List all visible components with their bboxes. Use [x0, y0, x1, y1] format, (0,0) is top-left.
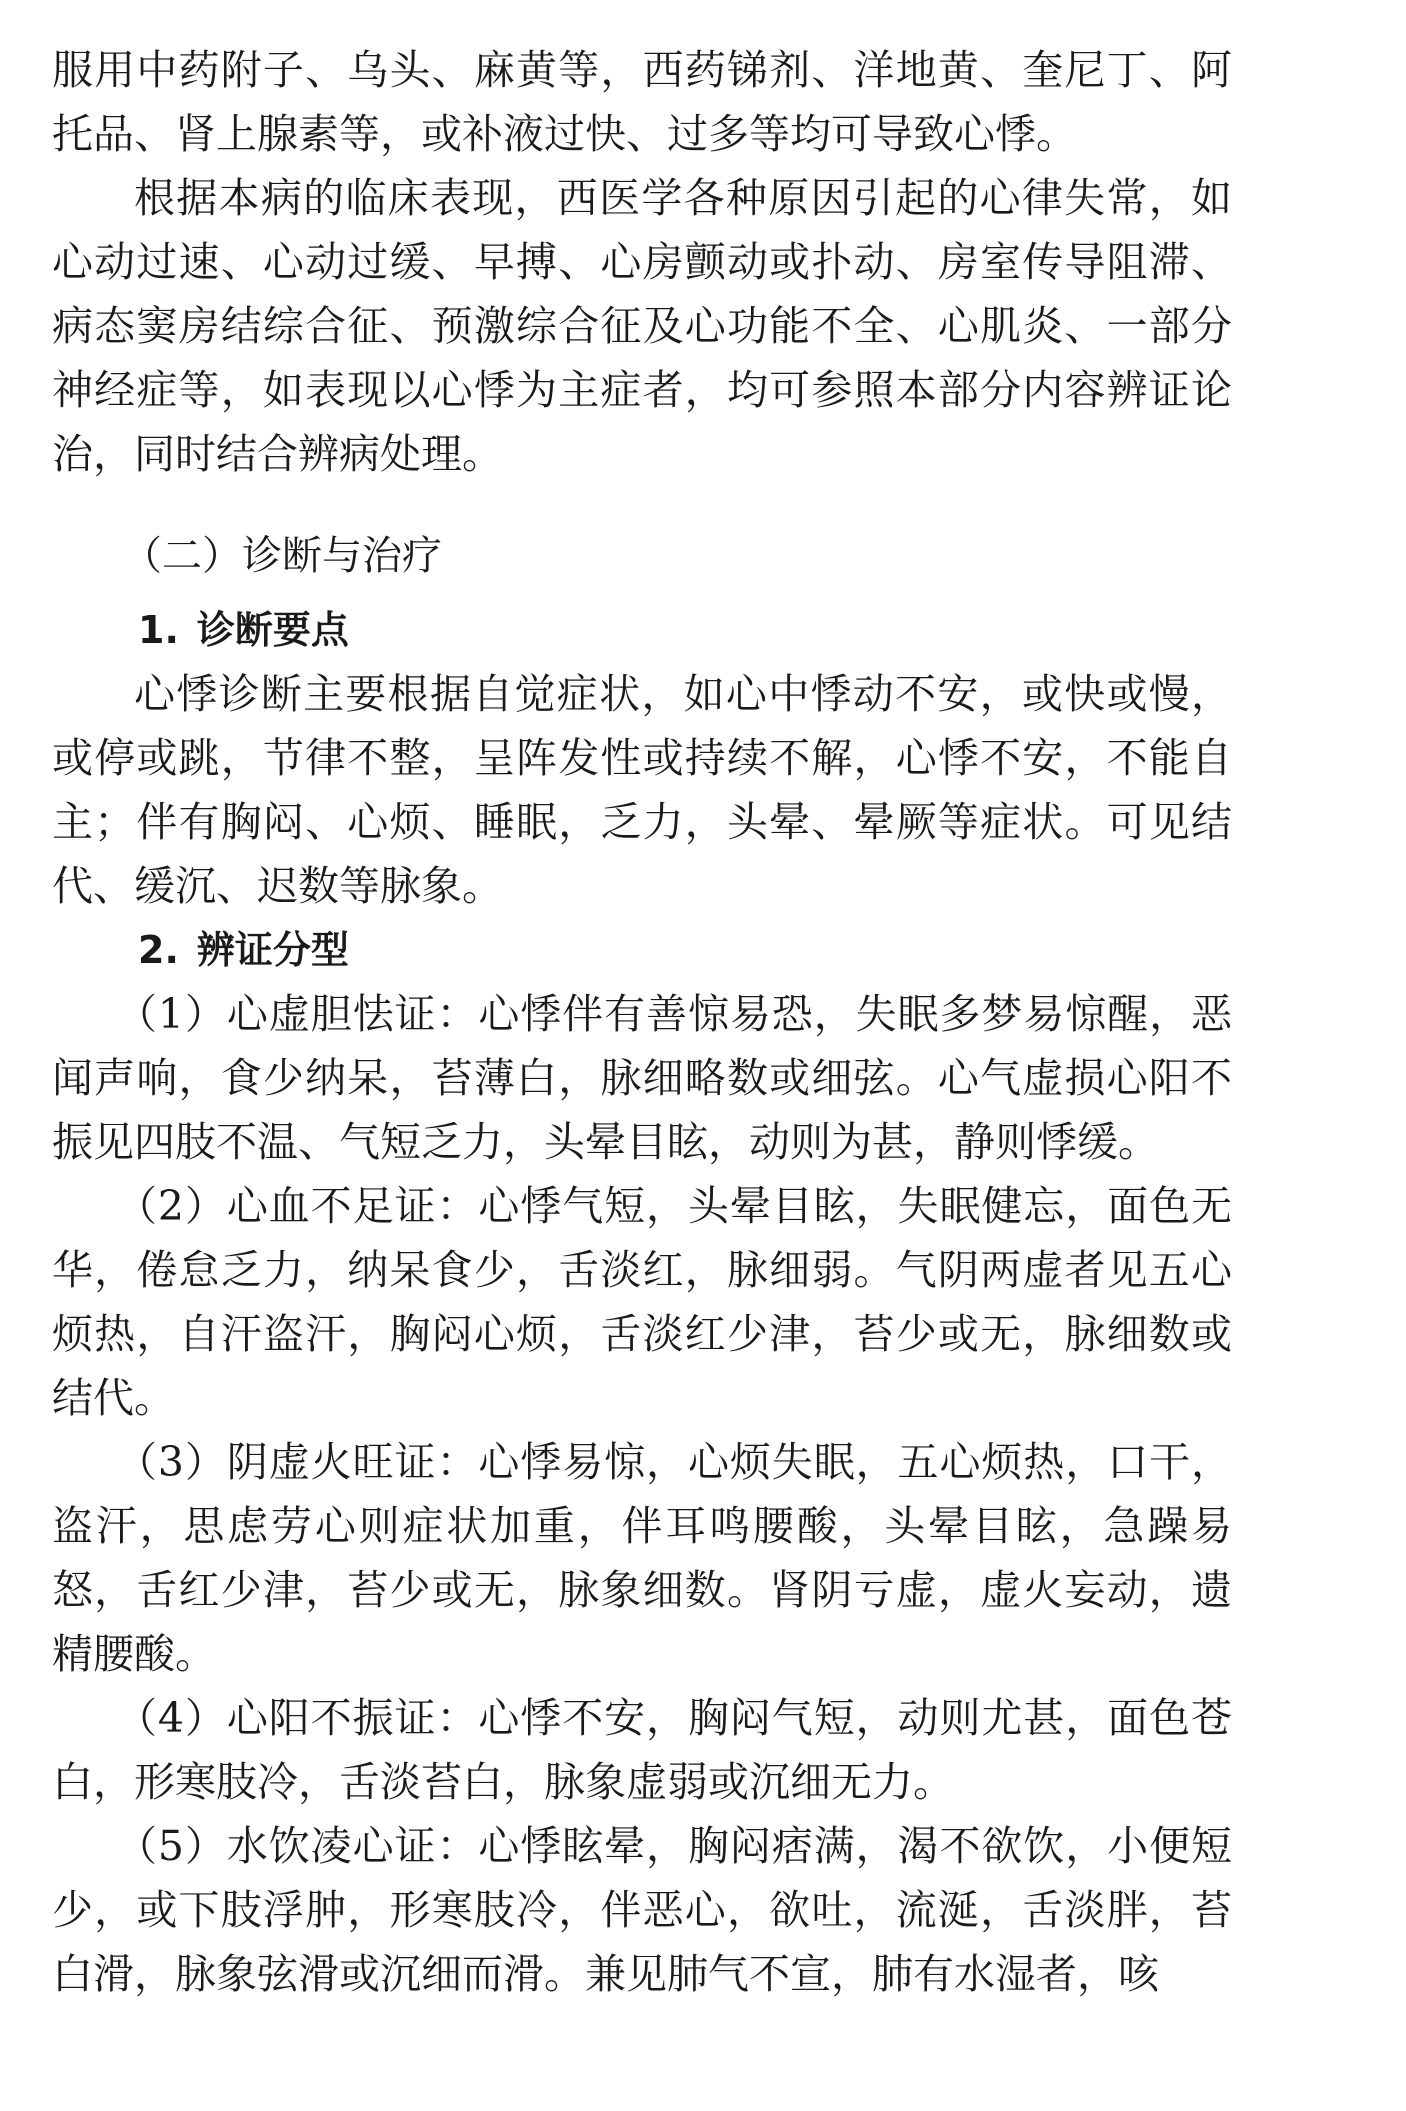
subheading-title: 诊断要点 — [196, 608, 349, 652]
document-body — [52, 38, 1232, 2006]
syndrome-item-4: （4）心阳不振证：心悸不安，胸闷气短，动则尤甚，面色苍白，形寒肢冷，舌淡苔白，脉象虚弱或沉细无力。 — [52, 1694, 1232, 1806]
syndrome-item-5: （5）水饮凌心证：心悸眩晕，胸闷痞满，渴不欲饮，小便短少，或下肢浮肿，形寒肢冷，伴恶心，欲吐，流涎，舌淡胖，苔白滑，脉象弦滑或沉细而滑。兼见肺气不宣，肺有水湿者，咳 — [52, 1822, 1232, 1998]
subheading-syndrome-types — [52, 918, 1232, 982]
intro-paragraph-1: 服用中药附子、乌头、麻黄等，西药锑剂、洋地黄、奎尼丁、阿托品、肾上腺素等，或补液过快、过多等均可导致心悸。 — [52, 46, 1232, 158]
subheading-title: 辨证分型 — [196, 928, 349, 972]
intro-paragraph-2: 根据本病的临床表现，西医学各种原因引起的心律失常，如心动过速、心动过缓、早搏、心房颤动或扑动、房室传导阻滞、病态窦房结综合征、预激综合征及心功能不全、心肌炎、一部分神经症等，如表现以心悸为主症者，均可参照本部分内容辨证论治，同时结合辨病处理。 — [52, 174, 1232, 478]
syndrome-item-1: （1）心虚胆怯证：心悸伴有善惊易恐，失眠多梦易惊醒，恶闻声响，食少纳呆，苔薄白，脉细略数或细弦。心气虚损心阳不振见四肢不温、气短乏力，头晕目眩，动则为甚，静则悸缓。 — [52, 990, 1232, 1166]
diagnosis-paragraph: 心悸诊断主要根据自觉症状，如心中悸动不安，或快或慢，或停或跳，节律不整，呈阵发性或持续不解，心悸不安，不能自主；伴有胸闷、心烦、睡眠，乏力，头晕、晕厥等症状。可见结代、缓沉、迟数等脉象。 — [52, 670, 1232, 910]
subheading-diagnosis-points — [52, 598, 1232, 662]
syndrome-item-3: （3）阴虚火旺证：心悸易惊，心烦失眠，五心烦热，口干，盗汗，思虑劳心则症状加重，伴耳鸣腰酸，头晕目眩，急躁易怒，舌红少津，苔少或无，脉象细数。肾阴亏虚，虚火妄动，遗精腰酸。 — [52, 1438, 1232, 1678]
subheading-number: 2. — [138, 928, 179, 972]
section-heading-diagnosis-treatment: （二）诊断与治疗 — [122, 533, 442, 579]
syndrome-item-2: （2）心血不足证：心悸气短，头晕目眩，失眠健忘，面色无华，倦怠乏力，纳呆食少，舌淡红，脉细弱。气阴两虚者见五心烦热，自汗盗汗，胸闷心烦，舌淡红少津，苔少或无，脉细数或结代。 — [52, 1182, 1232, 1422]
subheading-number: 1. — [138, 608, 179, 652]
